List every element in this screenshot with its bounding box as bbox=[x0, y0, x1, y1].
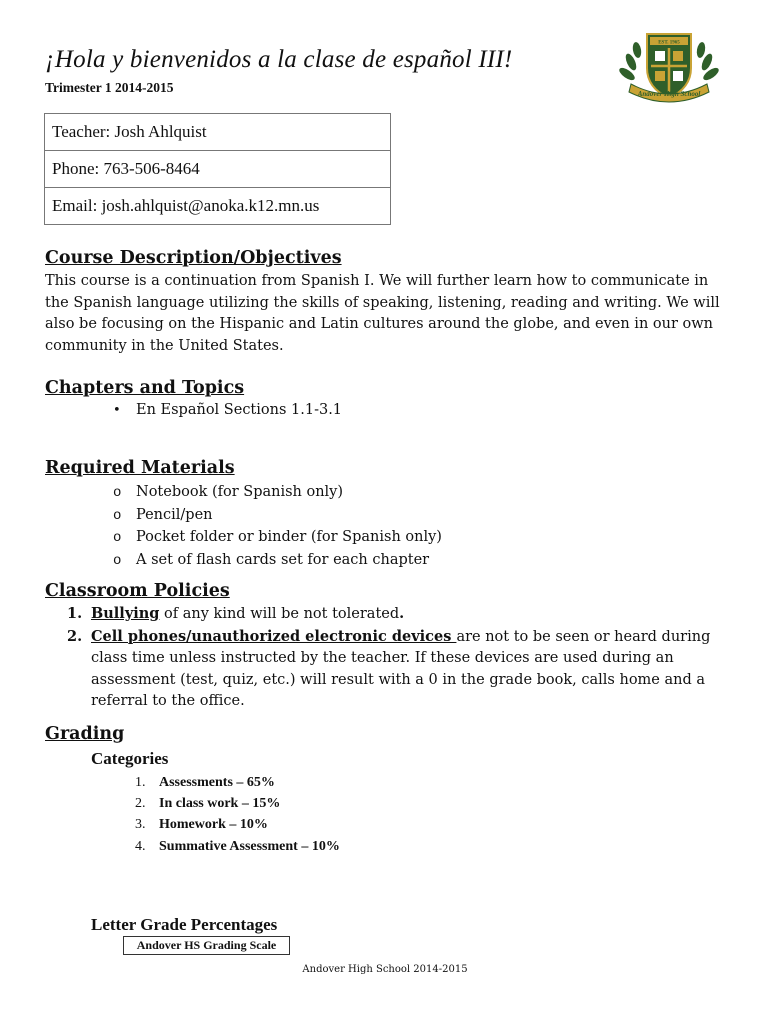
policy-end: . bbox=[399, 605, 405, 622]
list-item: o A set of flash cards set for each chapter bbox=[113, 550, 442, 573]
categories-label: Categories bbox=[91, 749, 169, 768]
policies-list bbox=[45, 603, 725, 713]
teacher-phone: Phone: 763-506-8464 bbox=[45, 151, 391, 188]
grading-categories-list bbox=[135, 772, 340, 857]
policy-number: 2. bbox=[67, 627, 83, 645]
page-footer: Andover High School 2014-2015 bbox=[302, 964, 468, 975]
list-item: 3. Homework – 10% bbox=[135, 817, 268, 833]
course-description-text: This course is a continuation from Spanish I. We will further learn how to communicate in the Spanish language utilizing the skills of speaking, listening, reading and writing. We will also be focusing on the Hispanic and Latin cultures around the globe, and even in our own community in the United States. bbox=[45, 273, 720, 354]
materials-list bbox=[113, 482, 442, 572]
list-item bbox=[45, 626, 725, 713]
crest-established-text: EST. 1965 bbox=[658, 40, 680, 46]
letter-grade-label: Letter Grade Percentages bbox=[91, 915, 278, 934]
contact-info-table bbox=[44, 113, 391, 225]
list-item: 4. Summative Assessment – 10% bbox=[135, 838, 340, 854]
teacher-email: Email: josh.ahlquist@anoka.k12.mn.us bbox=[45, 188, 391, 225]
policy-text: are not to be seen or heard during class time unless instructed by the teacher. If these devices are used during an assessment (test, quiz, etc.) will result with a 0 in the grade book, calls home and a referral to the office. bbox=[91, 628, 711, 709]
list-item: • En Español Sections 1.1-3.1 bbox=[113, 402, 342, 418]
policy-text: of any kind will be not tolerated bbox=[159, 606, 400, 622]
teacher-name: Teacher: Josh Ahlquist bbox=[45, 114, 391, 151]
chapters-list bbox=[113, 402, 342, 418]
list-item: o Pocket folder or binder (for Spanish only) bbox=[113, 527, 442, 550]
trimester-label: Trimester 1 2014-2015 bbox=[45, 80, 174, 95]
crest-school-text: Andover High School bbox=[637, 90, 701, 98]
list-item: 2. In class work – 15% bbox=[135, 796, 281, 812]
list-item: o Pencil/pen bbox=[113, 505, 442, 528]
policy-lead: Cell phones/unauthorized electronic devices bbox=[91, 627, 457, 645]
page-title: ¡Hola y bienvenidos a la clase de español III! bbox=[45, 46, 513, 73]
course-description-heading: Course Description/Objectives bbox=[45, 248, 342, 268]
list-item: o Notebook (for Spanish only) bbox=[113, 482, 442, 505]
list-item: 1. Assessments – 65% bbox=[135, 775, 275, 790]
grading-scale-caption: Andover HS Grading Scale bbox=[123, 936, 290, 955]
grading-heading: Grading bbox=[45, 724, 125, 744]
policy-number: 1. bbox=[67, 605, 83, 622]
school-crest-logo bbox=[617, 26, 721, 106]
list-item bbox=[45, 603, 725, 626]
policy-lead: Bullying bbox=[91, 605, 160, 622]
chapters-heading: Chapters and Topics bbox=[45, 378, 245, 398]
materials-heading: Required Materials bbox=[45, 458, 235, 478]
policies-heading: Classroom Policies bbox=[45, 581, 230, 601]
